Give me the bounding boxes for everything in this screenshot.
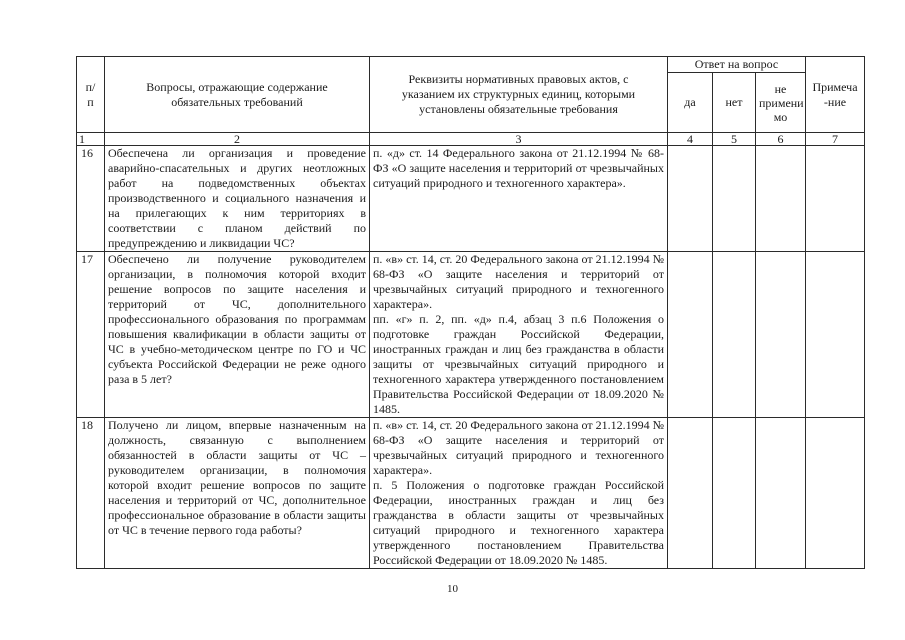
column-number: 1 xyxy=(77,133,105,146)
note-cell[interactable] xyxy=(806,418,865,569)
requisite-paragraph: п. «в» ст. 14, ст. 20 Федерального закона от 21.12.1994 № 68-ФЗ «О защите населения и территорий от чрезвычайных ситуаций природного и техногенного характера». xyxy=(373,252,665,311)
page-number: 10 xyxy=(447,583,458,595)
header-answer-group: Ответ на вопрос xyxy=(668,57,806,73)
answer-no-cell[interactable] xyxy=(713,418,756,569)
answer-no-cell[interactable] xyxy=(713,146,756,252)
column-numbers-row xyxy=(77,133,865,146)
row-number: 17 xyxy=(77,252,105,418)
answer-na-cell[interactable] xyxy=(756,146,806,252)
header-note: Примеча -ние xyxy=(806,57,865,133)
requisite-paragraph: пп. «г» п. 2, пп. «д» п.4, абзац 3 п.6 Положения о подготовке граждан Российской Федерации, иностранных граждан и лиц без гражданства в области защиты от чрезвычайных ситуаций природного и техногенного характера утвержденного постановлением Правительства Российской Федерации от 18.09.2020 № 1485. xyxy=(373,312,664,416)
table-row xyxy=(77,252,865,418)
answer-na-cell[interactable] xyxy=(756,252,806,418)
question-cell: Получено ли лицом, впервые назначенным на должность, связанную с выполнением обязанностей в области защиты от ЧС – руководителем организации, в полномочия которой входит решение вопросов по защите населения и территорий от ЧС, дополнительное профессиональное образование в области защиты от ЧС в течение первого года работы? xyxy=(105,418,370,569)
column-number: 5 xyxy=(713,133,756,146)
question-cell: Обеспечено ли получение руководителем организации, в полномочия которой входит решение вопросов по защите населения и территорий от ЧС, дополнительного профессионального образования по программам повышения квалификации в области защиты от ЧС в учебно-методическом центре по ГО и ЧС субъекта Российской Федерации не реже одного раза в 5 лет? xyxy=(105,252,370,418)
requisites-cell xyxy=(370,252,668,418)
column-number: 7 xyxy=(806,133,865,146)
header-num: п/ п xyxy=(77,57,105,133)
header-yes: да xyxy=(668,73,713,133)
question-cell: Обеспечена ли организация и проведение аварийно-спасательных и других неотложных работ на подведомственных объектах производственного и социального назначения и на прилегающих к ним территориях в соответствии с планом действий по предупреждению и ликвидации ЧС? xyxy=(105,146,370,252)
column-number: 3 xyxy=(370,133,668,146)
row-number: 16 xyxy=(77,146,105,252)
column-number: 2 xyxy=(105,133,370,146)
requisite-paragraph: п. «в» ст. 14, ст. 20 Федерального закона от 21.12.1994 № 68-ФЗ «О защите населения и территорий от чрезвычайных ситуаций природного и техногенного характера». xyxy=(373,418,665,477)
requisites-cell xyxy=(370,418,668,569)
answer-na-cell[interactable] xyxy=(756,418,806,569)
requisite-paragraph: п. 5 Положения о подготовке граждан Российской Федерации, иностранных граждан и лиц без гражданства в области защиты от чрезвычайных ситуаций природного и техногенного характера утвержденного постановлением Правительства Российской Федерации от 18.09.2020 № 1485. xyxy=(373,478,664,567)
answer-yes-cell[interactable] xyxy=(668,252,713,418)
answer-no-cell[interactable] xyxy=(713,252,756,418)
requirements-table xyxy=(76,56,865,569)
column-number: 4 xyxy=(668,133,713,146)
note-cell[interactable] xyxy=(806,252,865,418)
header-requisites: Реквизиты нормативных правовых актов, с указанием их структурных единиц, которыми установлены обязательные требования xyxy=(370,57,668,133)
header-question: Вопросы, отражающие содержание обязательных требований xyxy=(105,57,370,133)
requisite-paragraph: п. «д» ст. 14 Федерального закона от 21.12.1994 № 68-ФЗ «О защите населения и территорий от чрезвычайных ситуаций природного и техногенного характера». xyxy=(373,146,664,190)
requisites-cell xyxy=(370,146,668,252)
answer-yes-cell[interactable] xyxy=(668,146,713,252)
answer-yes-cell[interactable] xyxy=(668,418,713,569)
header-no: нет xyxy=(713,73,756,133)
table-row xyxy=(77,418,865,569)
table-row xyxy=(77,146,865,252)
table-body xyxy=(77,133,865,569)
column-number: 6 xyxy=(756,133,806,146)
header-not-applicable: не примени мо xyxy=(756,73,806,133)
row-number: 18 xyxy=(77,418,105,569)
note-cell[interactable] xyxy=(806,146,865,252)
